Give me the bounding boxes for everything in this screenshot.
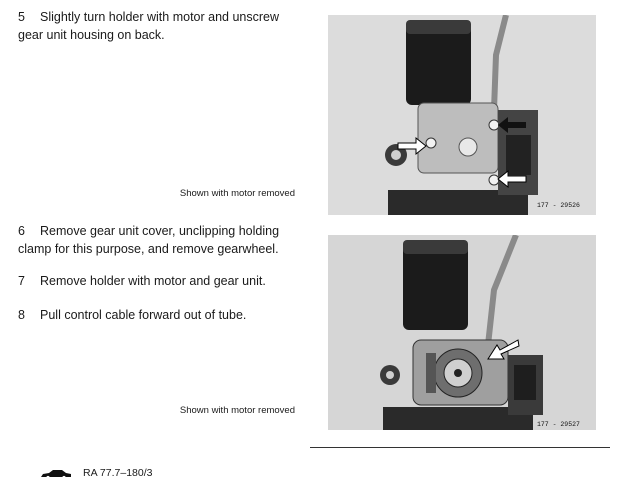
- step-text-line2: clamp for this purpose, and remove gearwheel.: [18, 242, 279, 256]
- page-divider: [310, 447, 610, 448]
- step-6: [18, 222, 318, 258]
- step-text: Remove holder with motor and gear unit.: [40, 274, 266, 288]
- document-reference: RA 77.7–180/3: [83, 467, 153, 479]
- step-text-line1: Slightly turn holder with motor and unscrew: [40, 10, 280, 24]
- step-number: 7: [18, 274, 25, 288]
- step-7: [18, 272, 318, 290]
- step-text-line1: Remove gear unit cover, unclipping holding: [40, 224, 280, 238]
- figure2-photo: [328, 235, 596, 430]
- step-text: Pull control cable forward out of tube.: [40, 308, 247, 322]
- step-text-line2: gear unit housing on back.: [18, 28, 165, 42]
- figure1-photo: [328, 15, 596, 215]
- figure2-caption: Shown with motor removed: [179, 405, 295, 416]
- car-icon: [40, 469, 72, 479]
- step-number: 6: [18, 224, 25, 238]
- step-number: 8: [18, 308, 25, 322]
- step-number: 5: [18, 10, 25, 24]
- figure2-ref: 177 - 29527: [537, 421, 580, 428]
- step-5: [18, 8, 308, 44]
- figure1-ref: 177 - 29526: [537, 202, 580, 209]
- step-8: [18, 306, 318, 324]
- figure1-caption: Shown with motor removed: [179, 188, 295, 199]
